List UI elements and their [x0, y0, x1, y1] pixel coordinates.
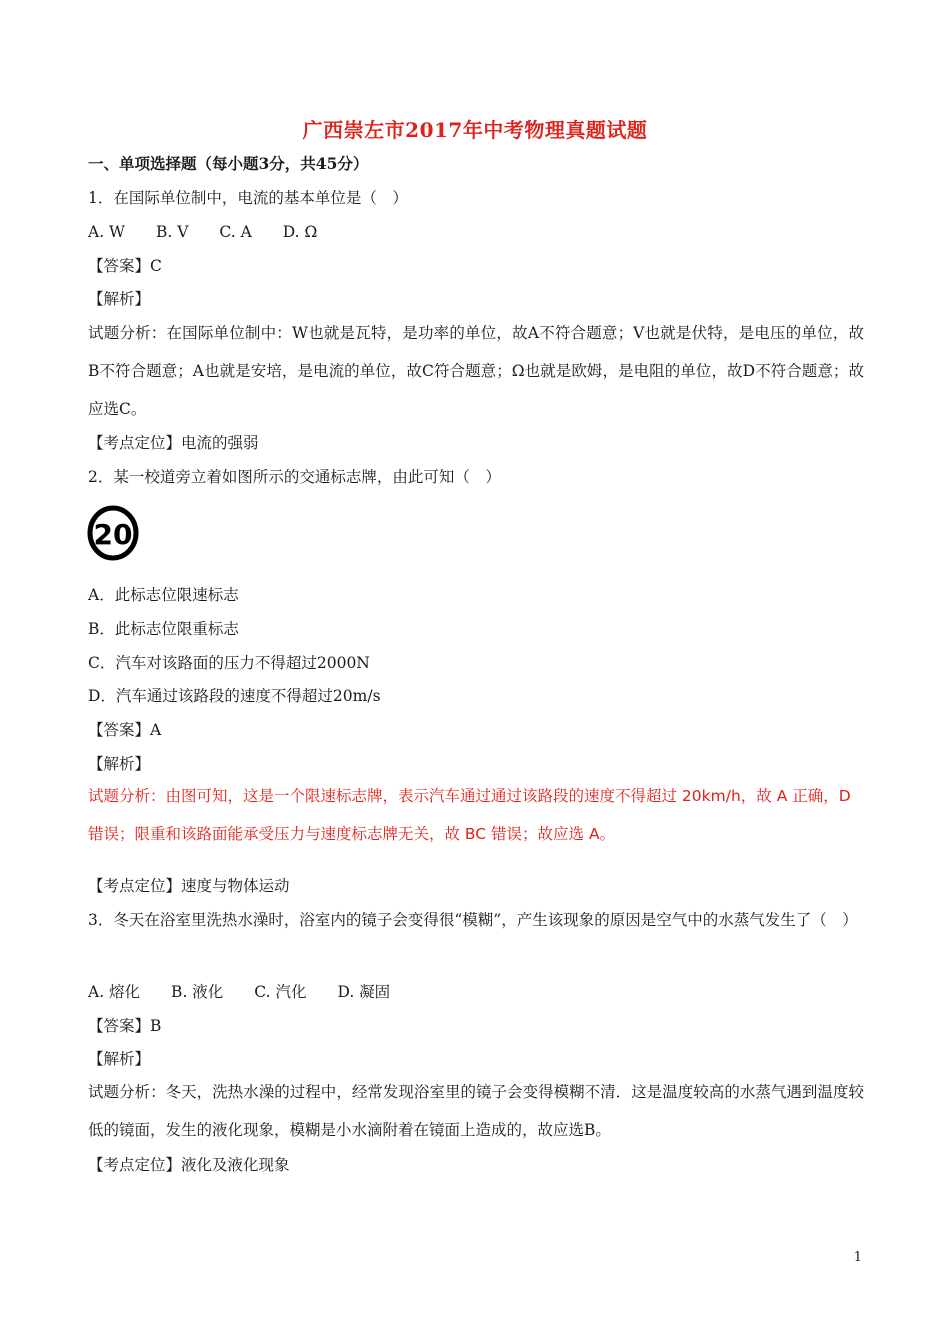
question-2-analysis-label: 【解析】 [88, 755, 151, 773]
question-2-option-d: D．汽车通过该路段的速度不得超过20m/s [88, 687, 381, 705]
question-3-answer: 【答案】B [88, 1017, 162, 1035]
question-2-option-c: C．汽车对该路面的压力不得超过2000N [88, 654, 370, 672]
question-1-keypoint: 【考点定位】电流的强弱 [88, 434, 259, 452]
question-1-stem: 1．在国际单位制中，电流的基本单位是（ ） [88, 189, 408, 207]
question-2-answer: 【答案】A [88, 721, 162, 739]
question-1-analysis: 试题分析：在国际单位制中：W也就是瓦特，是功率的单位，故A不符合题意；V也就是伏特，是电压的单位，故B不符合题意；A也就是安培，是电流的单位，故C符合题意；Ω也就是欧姆，是电阻的单位，故D不符合题意；故应选C。 [88, 324, 864, 418]
speed-limit-value: 20 [93, 518, 133, 551]
question-3-stem: 3．冬天在浴室里洗热水澡时，浴室内的镜子会变得很“模糊”，产生该现象的原因是空气中的水蒸气发生了（ ） [88, 911, 858, 929]
question-3-analysis-label: 【解析】 [88, 1050, 151, 1068]
question-1-options: A. W B. V C. A D. Ω [88, 223, 318, 241]
page-number: 1 [853, 1250, 862, 1265]
question-3-analysis: 试题分析：冬天，洗热水澡的过程中，经常发现浴室里的镜子会变得模糊不清．这是温度较高的水蒸气遇到温度较低的镜面，发生的液化现象，模糊是小水滴附着在镜面上造成的，故应选B。 [88, 1083, 864, 1139]
question-2-analysis: 试题分析：由图可知，这是一个限速标志牌，表示汽车通过通过该路段的速度不得超过 20km/h，故 A 正确，D 错误；限重和该路面能承受压力与速度标志牌无关，故 BC 错误；故应选 A。 [88, 787, 851, 843]
question-2-option-a: A．此标志位限速标志 [88, 586, 239, 604]
question-2-option-b: B．此标志位限重标志 [88, 620, 239, 638]
question-3-options: A. 熔化 B. 液化 C. 汽化 D. 凝固 [88, 983, 391, 1001]
speed-limit-sign-image [87, 504, 139, 562]
question-3-keypoint: 【考点定位】液化及液化现象 [88, 1156, 290, 1174]
question-1-answer: 【答案】C [88, 257, 162, 275]
question-1-analysis-label: 【解析】 [88, 290, 151, 308]
question-2-keypoint: 【考点定位】速度与物体运动 [88, 877, 290, 895]
section-heading: 一、单项选择题（每小题3分，共45分） [88, 154, 369, 173]
question-2-stem: 2．某一校道旁立着如图所示的交通标志牌，由此可知（ ） [88, 468, 501, 486]
page-title: 广西崇左市2017年中考物理真题试题 [302, 118, 648, 142]
